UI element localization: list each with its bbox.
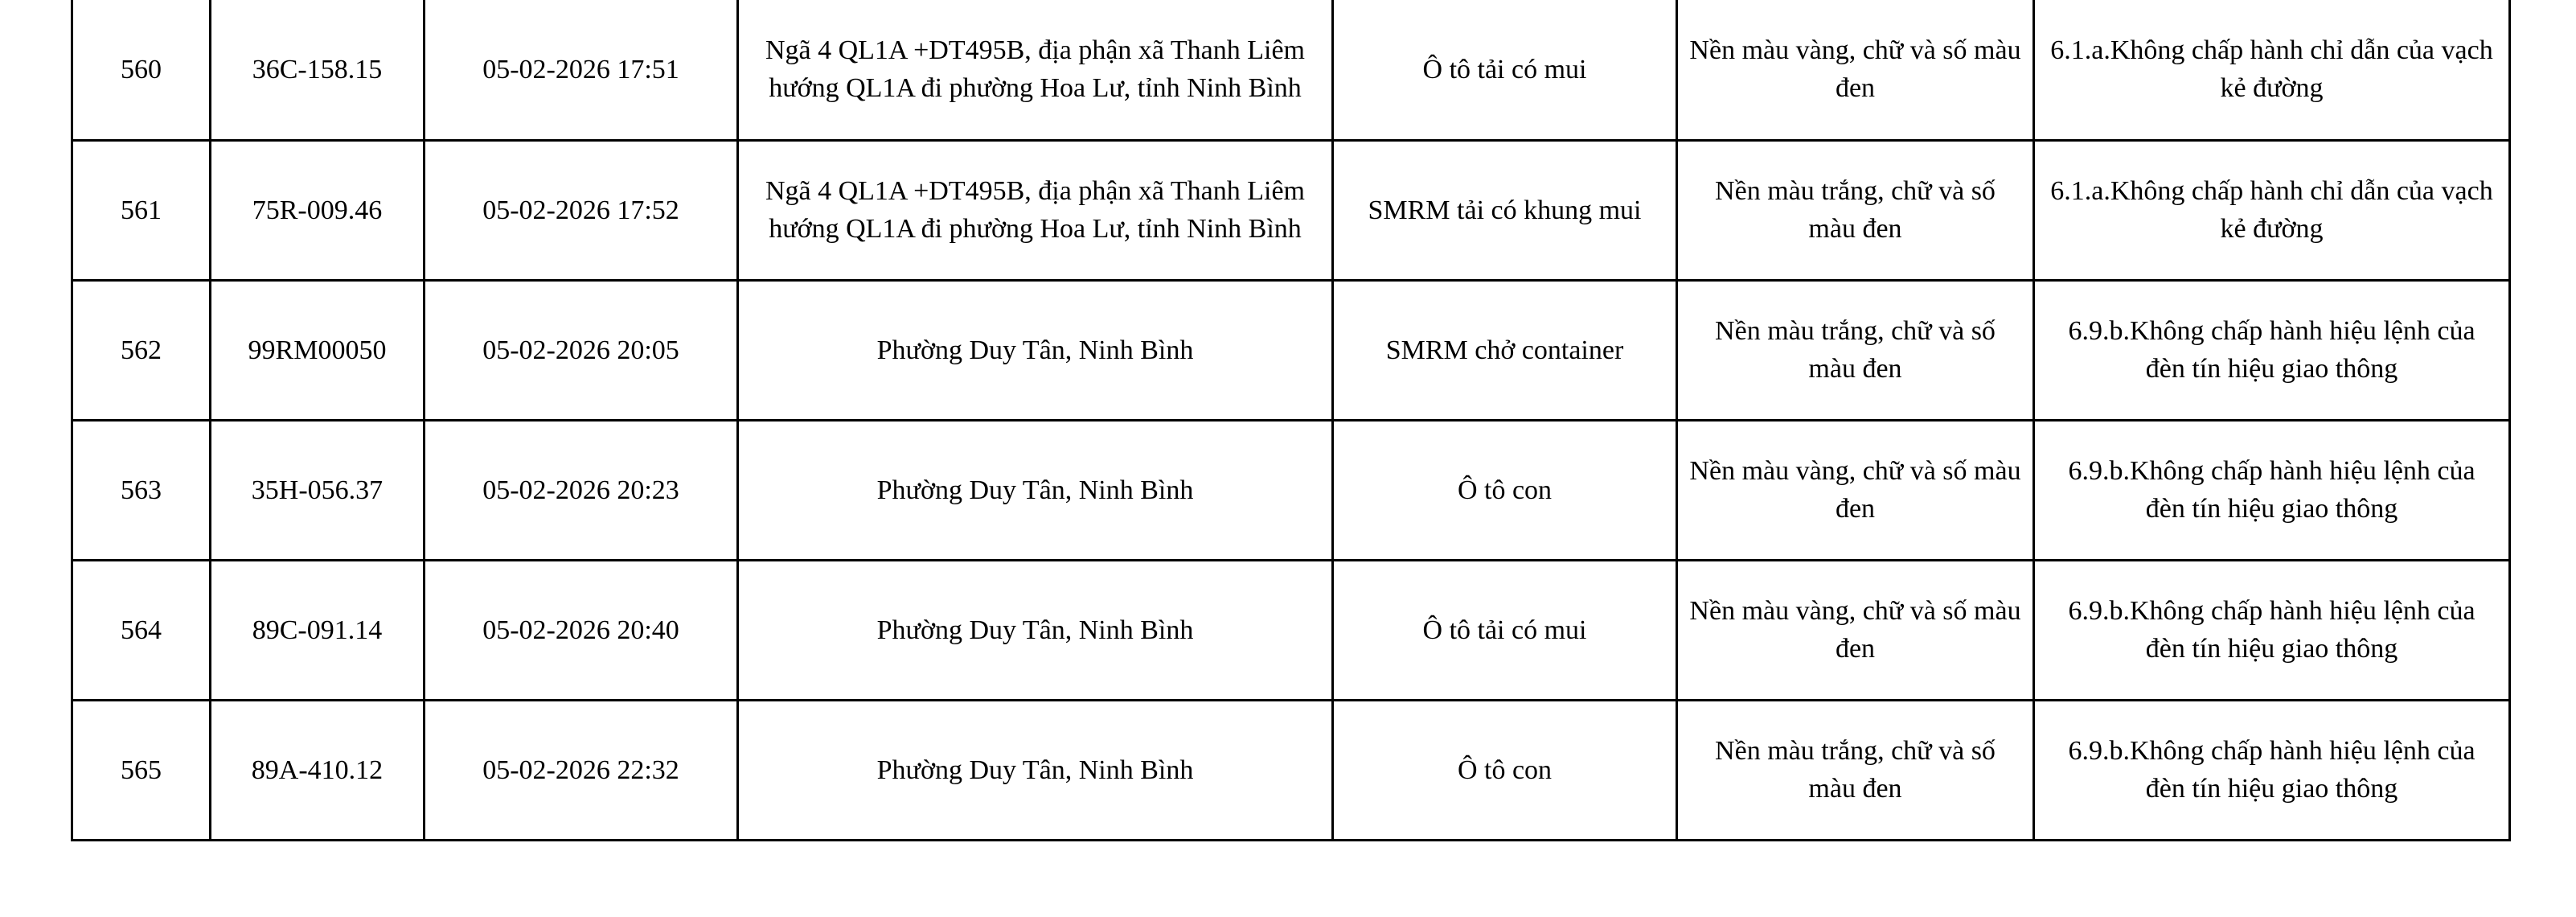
cell-time: 05-02-2026 17:52 (425, 140, 738, 280)
cell-stt: 564 (72, 560, 211, 700)
cell-plate: 35H-056.37 (211, 420, 425, 560)
cell-vehicle: Ô tô con (1333, 700, 1677, 840)
cell-plate-color: Nền màu trắng, chữ và số màu đen (1677, 700, 2034, 840)
cell-violation: 6.9.b.Không chấp hành hiệu lệnh của đèn tín hiệu giao thông (2034, 280, 2510, 420)
cell-plate: 99RM00050 (211, 280, 425, 420)
violation-table-container (71, 0, 2508, 841)
cell-violation: 6.1.a.Không chấp hành chỉ dẫn của vạch kẻ đường (2034, 0, 2510, 140)
cell-location: Phường Duy Tân, Ninh Bình (738, 420, 1333, 560)
cell-stt: 562 (72, 280, 211, 420)
cell-stt: 560 (72, 0, 211, 140)
cell-plate-color: Nền màu vàng, chữ và số màu đen (1677, 420, 2034, 560)
cell-vehicle: SMRM tải có khung mui (1333, 140, 1677, 280)
cell-plate-color: Nền màu vàng, chữ và số màu đen (1677, 560, 2034, 700)
table-row (72, 700, 2510, 840)
table-row (72, 560, 2510, 700)
cell-time: 05-02-2026 17:51 (425, 0, 738, 140)
cell-stt: 565 (72, 700, 211, 840)
cell-violation: 6.9.b.Không chấp hành hiệu lệnh của đèn tín hiệu giao thông (2034, 700, 2510, 840)
cell-violation: 6.9.b.Không chấp hành hiệu lệnh của đèn tín hiệu giao thông (2034, 560, 2510, 700)
cell-violation: 6.1.a.Không chấp hành chỉ dẫn của vạch kẻ đường (2034, 140, 2510, 280)
cell-plate-color: Nền màu trắng, chữ và số màu đen (1677, 140, 2034, 280)
cell-location: Phường Duy Tân, Ninh Bình (738, 280, 1333, 420)
table-row (72, 280, 2510, 420)
cell-plate-color: Nền màu vàng, chữ và số màu đen (1677, 0, 2034, 140)
table-row (72, 0, 2510, 140)
cell-plate-color: Nền màu trắng, chữ và số màu đen (1677, 280, 2034, 420)
cell-time: 05-02-2026 20:05 (425, 280, 738, 420)
cell-plate: 75R-009.46 (211, 140, 425, 280)
cell-vehicle: Ô tô tải có mui (1333, 0, 1677, 140)
cell-time: 05-02-2026 20:23 (425, 420, 738, 560)
cell-plate: 36C-158.15 (211, 0, 425, 140)
cell-stt: 563 (72, 420, 211, 560)
table-row (72, 140, 2510, 280)
cell-plate: 89A-410.12 (211, 700, 425, 840)
cell-stt: 561 (72, 140, 211, 280)
table-row (72, 420, 2510, 560)
cell-vehicle: Ô tô con (1333, 420, 1677, 560)
cell-vehicle: Ô tô tải có mui (1333, 560, 1677, 700)
cell-plate: 89C-091.14 (211, 560, 425, 700)
violation-table (71, 0, 2511, 841)
cell-time: 05-02-2026 22:32 (425, 700, 738, 840)
cell-location: Phường Duy Tân, Ninh Bình (738, 560, 1333, 700)
cell-location: Ngã 4 QL1A +DT495B, địa phận xã Thanh Liêm hướng QL1A đi phường Hoa Lư, tỉnh Ninh Bình (738, 0, 1333, 140)
cell-vehicle: SMRM chở container (1333, 280, 1677, 420)
cell-location: Ngã 4 QL1A +DT495B, địa phận xã Thanh Liêm hướng QL1A đi phường Hoa Lư, tỉnh Ninh Bình (738, 140, 1333, 280)
cell-violation: 6.9.b.Không chấp hành hiệu lệnh của đèn tín hiệu giao thông (2034, 420, 2510, 560)
cell-time: 05-02-2026 20:40 (425, 560, 738, 700)
cell-location: Phường Duy Tân, Ninh Bình (738, 700, 1333, 840)
